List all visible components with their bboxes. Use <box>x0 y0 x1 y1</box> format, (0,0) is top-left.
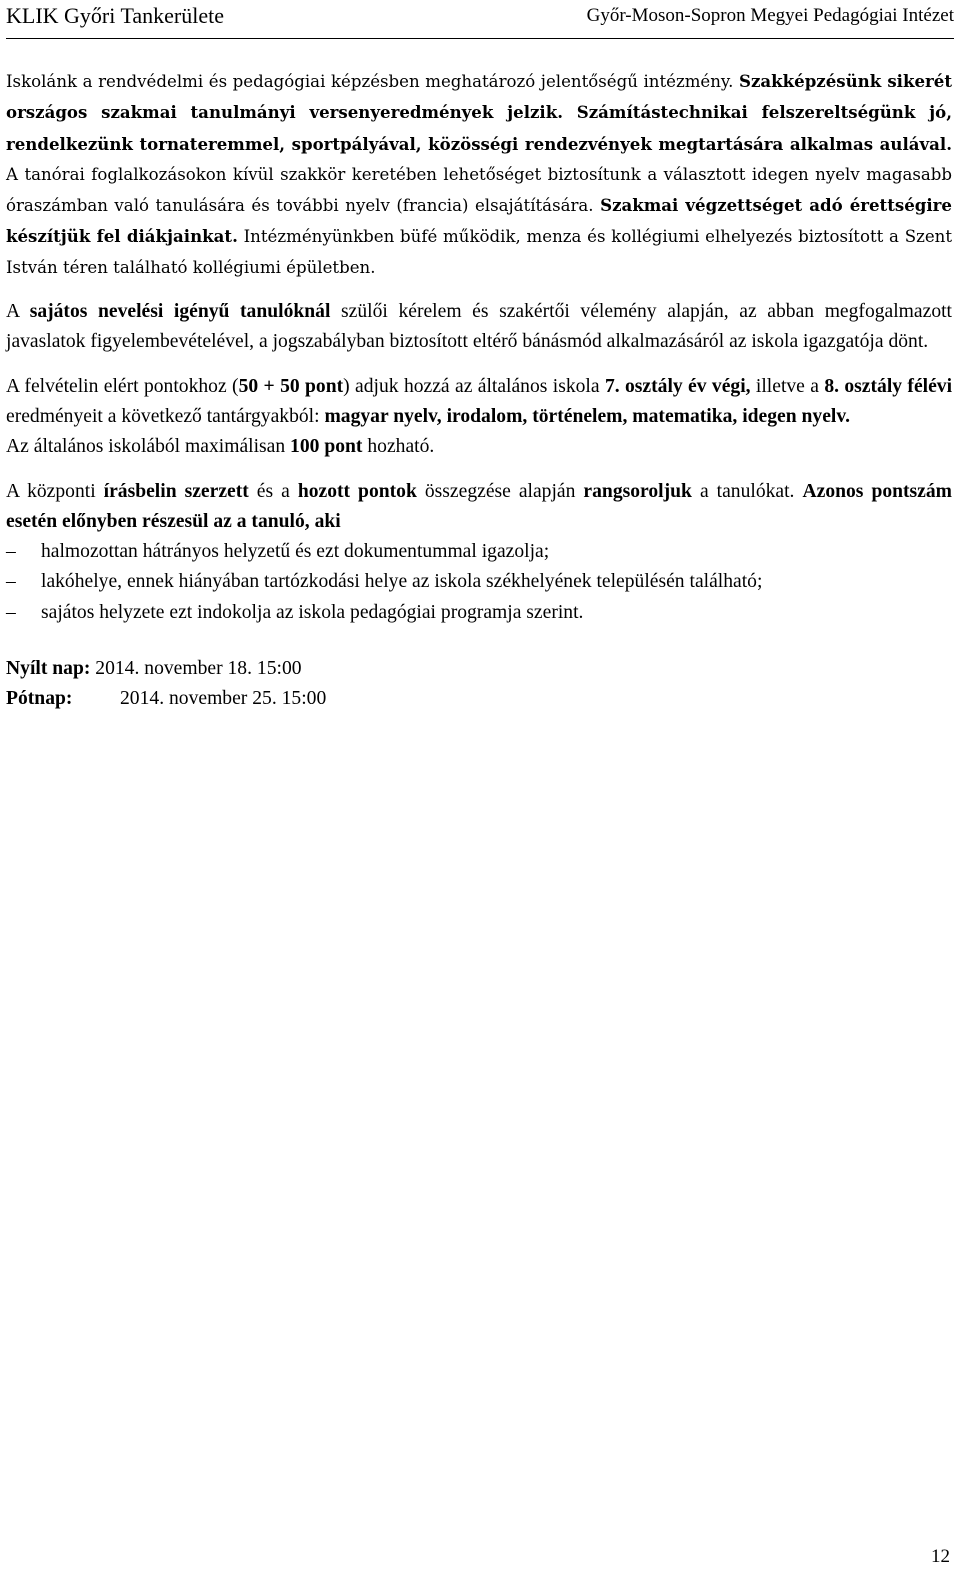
text-fragment: A felvételin elért pontokhoz ( <box>6 375 239 397</box>
bold-subjects: magyar nyelv, irodalom, történelem, matematika, idegen nyelv. <box>324 405 850 427</box>
list-item <box>6 598 952 628</box>
text-fragment: A központi <box>6 480 104 502</box>
bold-tie-break: Azonos pontszám esetén előnyben részesül az a tanuló, aki <box>6 480 952 532</box>
text-fragment: szülői kérelem és szakértői vélemény alapján, az abban megfogalmazott javaslatok figyelembevételével, a jogszabályban biztosított eltérő bánásmód alkalmazásáról az iskola igazgatója dönt. <box>6 301 953 353</box>
list-item-text: lakóhelye, ennek hiányában tartózkodási helye az iskola székhelyének településén található; <box>41 571 763 593</box>
intro-languages: A tanórai foglalkozásokon kívül szakkör keretében lehetőséget biztosítunk a választott idegen nyelv magasabb óraszámban való tanulására és további nyelv (francia) elsajátítására. <box>6 164 952 216</box>
open-day-value: 2014. november 18. 15:00 <box>95 658 302 680</box>
dash-bullet: – <box>6 601 16 623</box>
intro-facilities: Intézményünkben büfé működik, menza és kollégiumi elhelyezés biztosított a Szent István téren található kollégiumi épületben. <box>6 227 952 277</box>
paragraph-points <box>6 372 952 433</box>
bold-written-exam: írásbelin szerzett <box>103 480 249 502</box>
header-left-title: KLIK Győri Tankerülete <box>6 3 224 28</box>
paragraph-special-needs <box>6 297 952 358</box>
list-item-text: sajátos helyzete ezt indokolja az iskola pedagógiai programja szerint. <box>41 601 584 623</box>
text-fragment: és a <box>248 480 298 502</box>
bold-grade-8: 8. osztály félévi <box>824 375 953 397</box>
text-fragment: A <box>6 301 30 323</box>
bold-ranking: rangsoroljuk <box>583 480 692 502</box>
bold-max-points: 100 pont <box>290 436 363 458</box>
text-fragment: hozható. <box>362 436 435 458</box>
text-fragment: illetve a <box>750 375 825 397</box>
dash-bullet: – <box>6 541 16 563</box>
bold-grade-7: 7. osztály év végi, <box>604 375 751 397</box>
paragraph-school-intro <box>6 66 952 283</box>
list-item <box>6 537 952 567</box>
bold-points: 50 + 50 pont <box>238 375 344 397</box>
text-fragment: a tanulókat. <box>691 480 803 502</box>
makeup-day-value: 2014. november 25. 15:00 <box>120 688 327 710</box>
text-fragment: ) adjuk hozzá az általános iskola <box>343 375 605 397</box>
list-item-text: halmozottan hátrányos helyzetű és ezt dokumentummal igazolja; <box>41 541 550 563</box>
list-item <box>6 567 952 597</box>
open-day-label: Nyílt nap: <box>6 658 91 680</box>
bold-special-needs: sajátos nevelési igényű tanulóknál <box>29 301 331 323</box>
text-fragment: összegzése alapján <box>416 480 584 502</box>
paragraph-max-points <box>6 432 952 462</box>
document-body <box>6 66 952 715</box>
makeup-day-line <box>6 684 952 714</box>
makeup-day-label: Pótnap: <box>6 688 73 710</box>
intro-sentence: Iskolánk a rendvédelmi és pedagógiai képzésben meghatározó jelentőségű intézmény. <box>6 72 734 91</box>
intro-bold-achievements: Szakképzésünk sikerét országos szakmai tanulmányi versenyeredmények jelzik. Számítástechnikai felszereltségünk jó, rendelkezünk tornateremmel, sportpályával, közösségi rendezvények megtartására alkalmas aulával. <box>6 71 952 154</box>
bold-brought-points: hozott pontok <box>297 480 417 502</box>
header-right-title: Győr-Moson-Sopron Megyei Pedagógiai Intézet <box>586 5 954 26</box>
text-fragment: eredményeit a következő tantárgyakból: <box>6 405 325 427</box>
intro-bold-qualification: Szakmai végzettséget adó érettségire készítjük fel diákjainkat. <box>6 195 952 247</box>
paragraph-ranking <box>6 477 952 538</box>
page-number: 12 <box>931 1546 950 1567</box>
page-header <box>6 0 954 39</box>
open-day-line <box>6 654 952 684</box>
dash-bullet: – <box>6 571 16 593</box>
text-fragment: Az általános iskolából maximálisan <box>6 436 291 458</box>
